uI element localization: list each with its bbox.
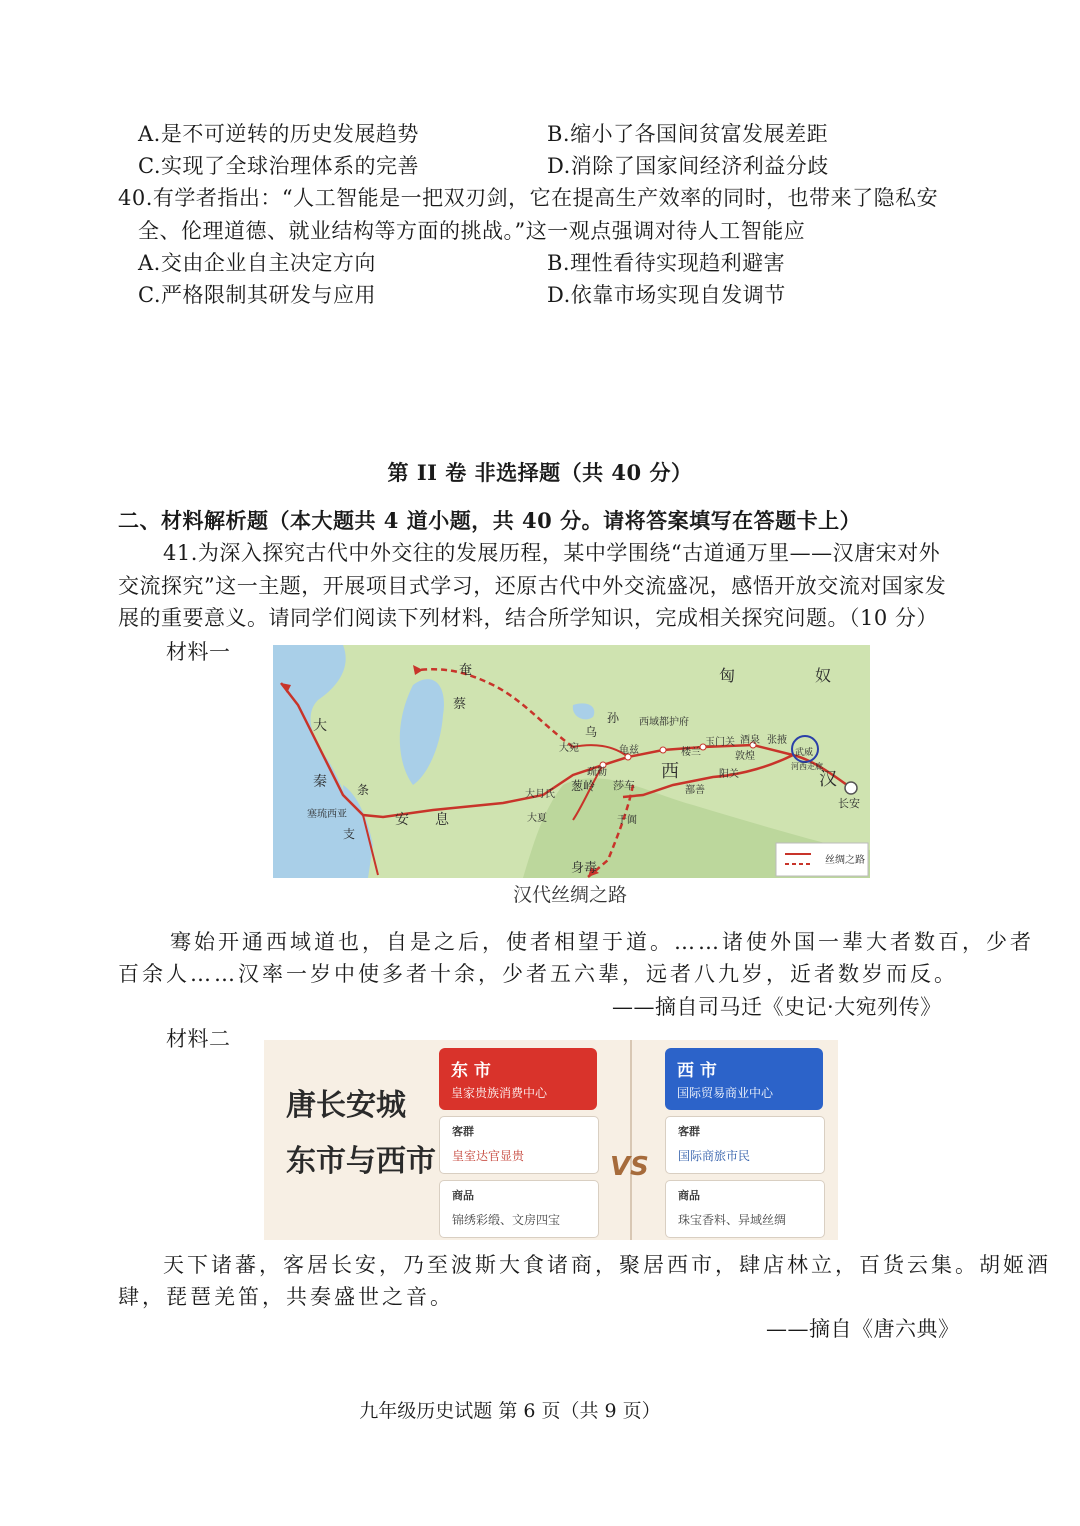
q41-line1: 41.为深入探究古代中外交往的发展历程，某中学围绕“古道通万里——汉唐宋对外 <box>163 541 941 565</box>
map-label-tiaozhi2: 支 <box>343 827 356 841</box>
map-label-xi: 西 <box>661 761 679 782</box>
map-label-wusun2: 孙 <box>607 711 620 725</box>
west-shangpin-box <box>665 1180 825 1238</box>
material1-source: ——摘自司马迁《史记·大宛列传》 <box>612 995 942 1019</box>
map-label-yangguan: 阳关 <box>719 769 739 780</box>
map-label-xiongnu1: 匈 <box>719 666 736 685</box>
map-label-dunhuang: 敦煌 <box>735 751 755 762</box>
material1-label: 材料一 <box>166 640 231 664</box>
q40-option-b: B.理性看待实现趋利避害 <box>547 251 786 275</box>
east-market-header <box>439 1048 597 1110</box>
map-label-anxi2: 息 <box>435 812 449 828</box>
graphic-title1: 唐长安城 <box>286 1088 406 1123</box>
east-kequn-value: 皇室达官显贵 <box>452 1149 525 1163</box>
q40-option-d: D.依靠市场实现自发调节 <box>547 283 786 307</box>
west-market-subtitle: 国际贸易商业中心 <box>677 1086 774 1100</box>
q41-line3: 展的重要意义。请同学们阅读下列材料，结合所学知识，完成相关探究问题。（10 分） <box>118 606 938 630</box>
map-label-wuwei: 武威 <box>795 748 814 758</box>
east-kequn-label: 客群 <box>452 1125 474 1138</box>
q40-stem-line1: 40.有学者指出：“人工智能是一把双刃剑，它在提高生产效率的同时，也带来了隐私安 <box>118 186 939 210</box>
west-shangpin-value: 珠宝香料、异域丝绸 <box>678 1213 787 1227</box>
map-label-yumen: 玉门关 <box>705 737 735 748</box>
part2-title: 第 II 卷 非选择题（共 40 分） <box>387 460 693 485</box>
map-label-wusun1: 乌 <box>585 725 598 739</box>
map-label-jiuquan: 酒泉 <box>740 735 760 746</box>
west-market-title: 西 市 <box>677 1061 717 1081</box>
vs-mark: VS <box>610 1152 649 1182</box>
map-label-cai: 蔡 <box>453 697 467 712</box>
map-legend-label: 丝绸之路 <box>825 855 865 866</box>
map-label-qiuci: 龟兹 <box>619 745 639 756</box>
map-label-han: 汉 <box>819 769 837 790</box>
map-label-daxia: 大夏 <box>527 813 547 824</box>
map-label-daqin1: 大 <box>313 718 327 734</box>
east-market-subtitle: 皇家贵族消费中心 <box>451 1086 548 1100</box>
map-label-shanshan: 鄯善 <box>685 785 705 796</box>
tang-market-graphic <box>264 1040 838 1240</box>
q41-line2: 交流探究”这一主题，开展项目式学习，还原古代中外交流盛况，感悟开放交流对国家发 <box>118 574 947 598</box>
silk-road-map <box>273 645 870 878</box>
page-footer: 九年级历史试题 第 6 页（共 9 页） <box>359 1400 661 1422</box>
map-label-duhufu: 西域都护府 <box>639 717 689 728</box>
west-kequn-label: 客群 <box>678 1125 700 1138</box>
section-heading: 二、材料解析题（本大题共 4 道小题，共 40 分。请将答案填写在答题卡上） <box>118 508 862 533</box>
map-label-loulan: 楼兰 <box>681 747 701 758</box>
q40-option-c: C.严格限制其研发与应用 <box>138 283 376 307</box>
q39-option-a: A.是不可逆转的历史发展趋势 <box>138 122 419 146</box>
graphic-title2: 东市与西市 <box>286 1144 436 1179</box>
q39-option-d: D.消除了国家间经济利益分歧 <box>547 154 829 178</box>
west-shangpin-label: 商品 <box>678 1189 700 1202</box>
map-label-dayuezhi: 大月氏 <box>525 789 555 800</box>
map-label-shule: 疏勒 <box>587 767 607 778</box>
map-label-congling: 葱岭 <box>571 779 596 793</box>
west-kequn-box <box>665 1116 825 1174</box>
q40-option-a: A.交由企业自主决定方向 <box>138 251 376 275</box>
east-shangpin-value: 锦绣彩缎、文房四宝 <box>452 1213 561 1227</box>
map-label-hexi: 河西走廊 <box>791 762 823 771</box>
east-shangpin-label: 商品 <box>452 1189 474 1202</box>
material2-source: ——摘自《唐六典》 <box>766 1317 960 1341</box>
material1-text-line2: 百余人……汉率一岁中使多者十余，少者五六辈，远者八九岁，近者数岁而反。 <box>118 962 958 986</box>
map-label-tiaozhi1: 条 <box>357 783 370 797</box>
map-label-daqin2: 秦 <box>313 774 327 790</box>
map-label-dawan: 大宛 <box>559 743 579 754</box>
east-market-title: 东 市 <box>451 1061 491 1081</box>
east-shangpin-box <box>439 1180 599 1238</box>
material2-text-line2: 肆，琵琶羌笛，共奏盛世之音。 <box>118 1285 454 1309</box>
map-label-shendu: 身毒 <box>571 861 598 876</box>
map-label-shache: 莎车 <box>613 779 635 792</box>
q40-stem-line2: 全、伦理道德、就业结构等方面的挑战。”这一观点强调对待人工智能应 <box>138 219 806 243</box>
map-label-saileuxia: 塞琉西亚 <box>307 809 347 820</box>
east-kequn-box <box>439 1116 599 1174</box>
material2-text-line1: 天下诸蕃，客居长安，乃至波斯大食诸商，聚居西市，肆店林立，百货云集。胡姬酒 <box>163 1253 1051 1277</box>
west-kequn-value: 国际商旅市民 <box>678 1149 751 1163</box>
map-label-changan: 长安 <box>838 797 860 810</box>
map-label-anxi1: 安 <box>395 812 409 828</box>
map-label-zhangye: 张掖 <box>767 735 787 746</box>
map-label-yan: 奄 <box>459 663 473 678</box>
q39-option-c: C.实现了全球治理体系的完善 <box>138 154 419 178</box>
q39-option-b: B.缩小了各国间贫富发展差距 <box>547 122 829 146</box>
map-graphic <box>273 645 870 878</box>
west-market-header <box>665 1048 823 1110</box>
map-label-yutian: 于阗 <box>617 815 637 826</box>
material1-text-line1: 骞始开通西域道也，自是之后，使者相望于道。……诸使外国一辈大者数百，少者 <box>170 930 1034 954</box>
map-caption: 汉代丝绸之路 <box>512 884 627 906</box>
map-label-xiongnu2: 奴 <box>815 666 832 685</box>
graphic-divider <box>630 1040 632 1240</box>
material2-label: 材料二 <box>166 1027 231 1051</box>
